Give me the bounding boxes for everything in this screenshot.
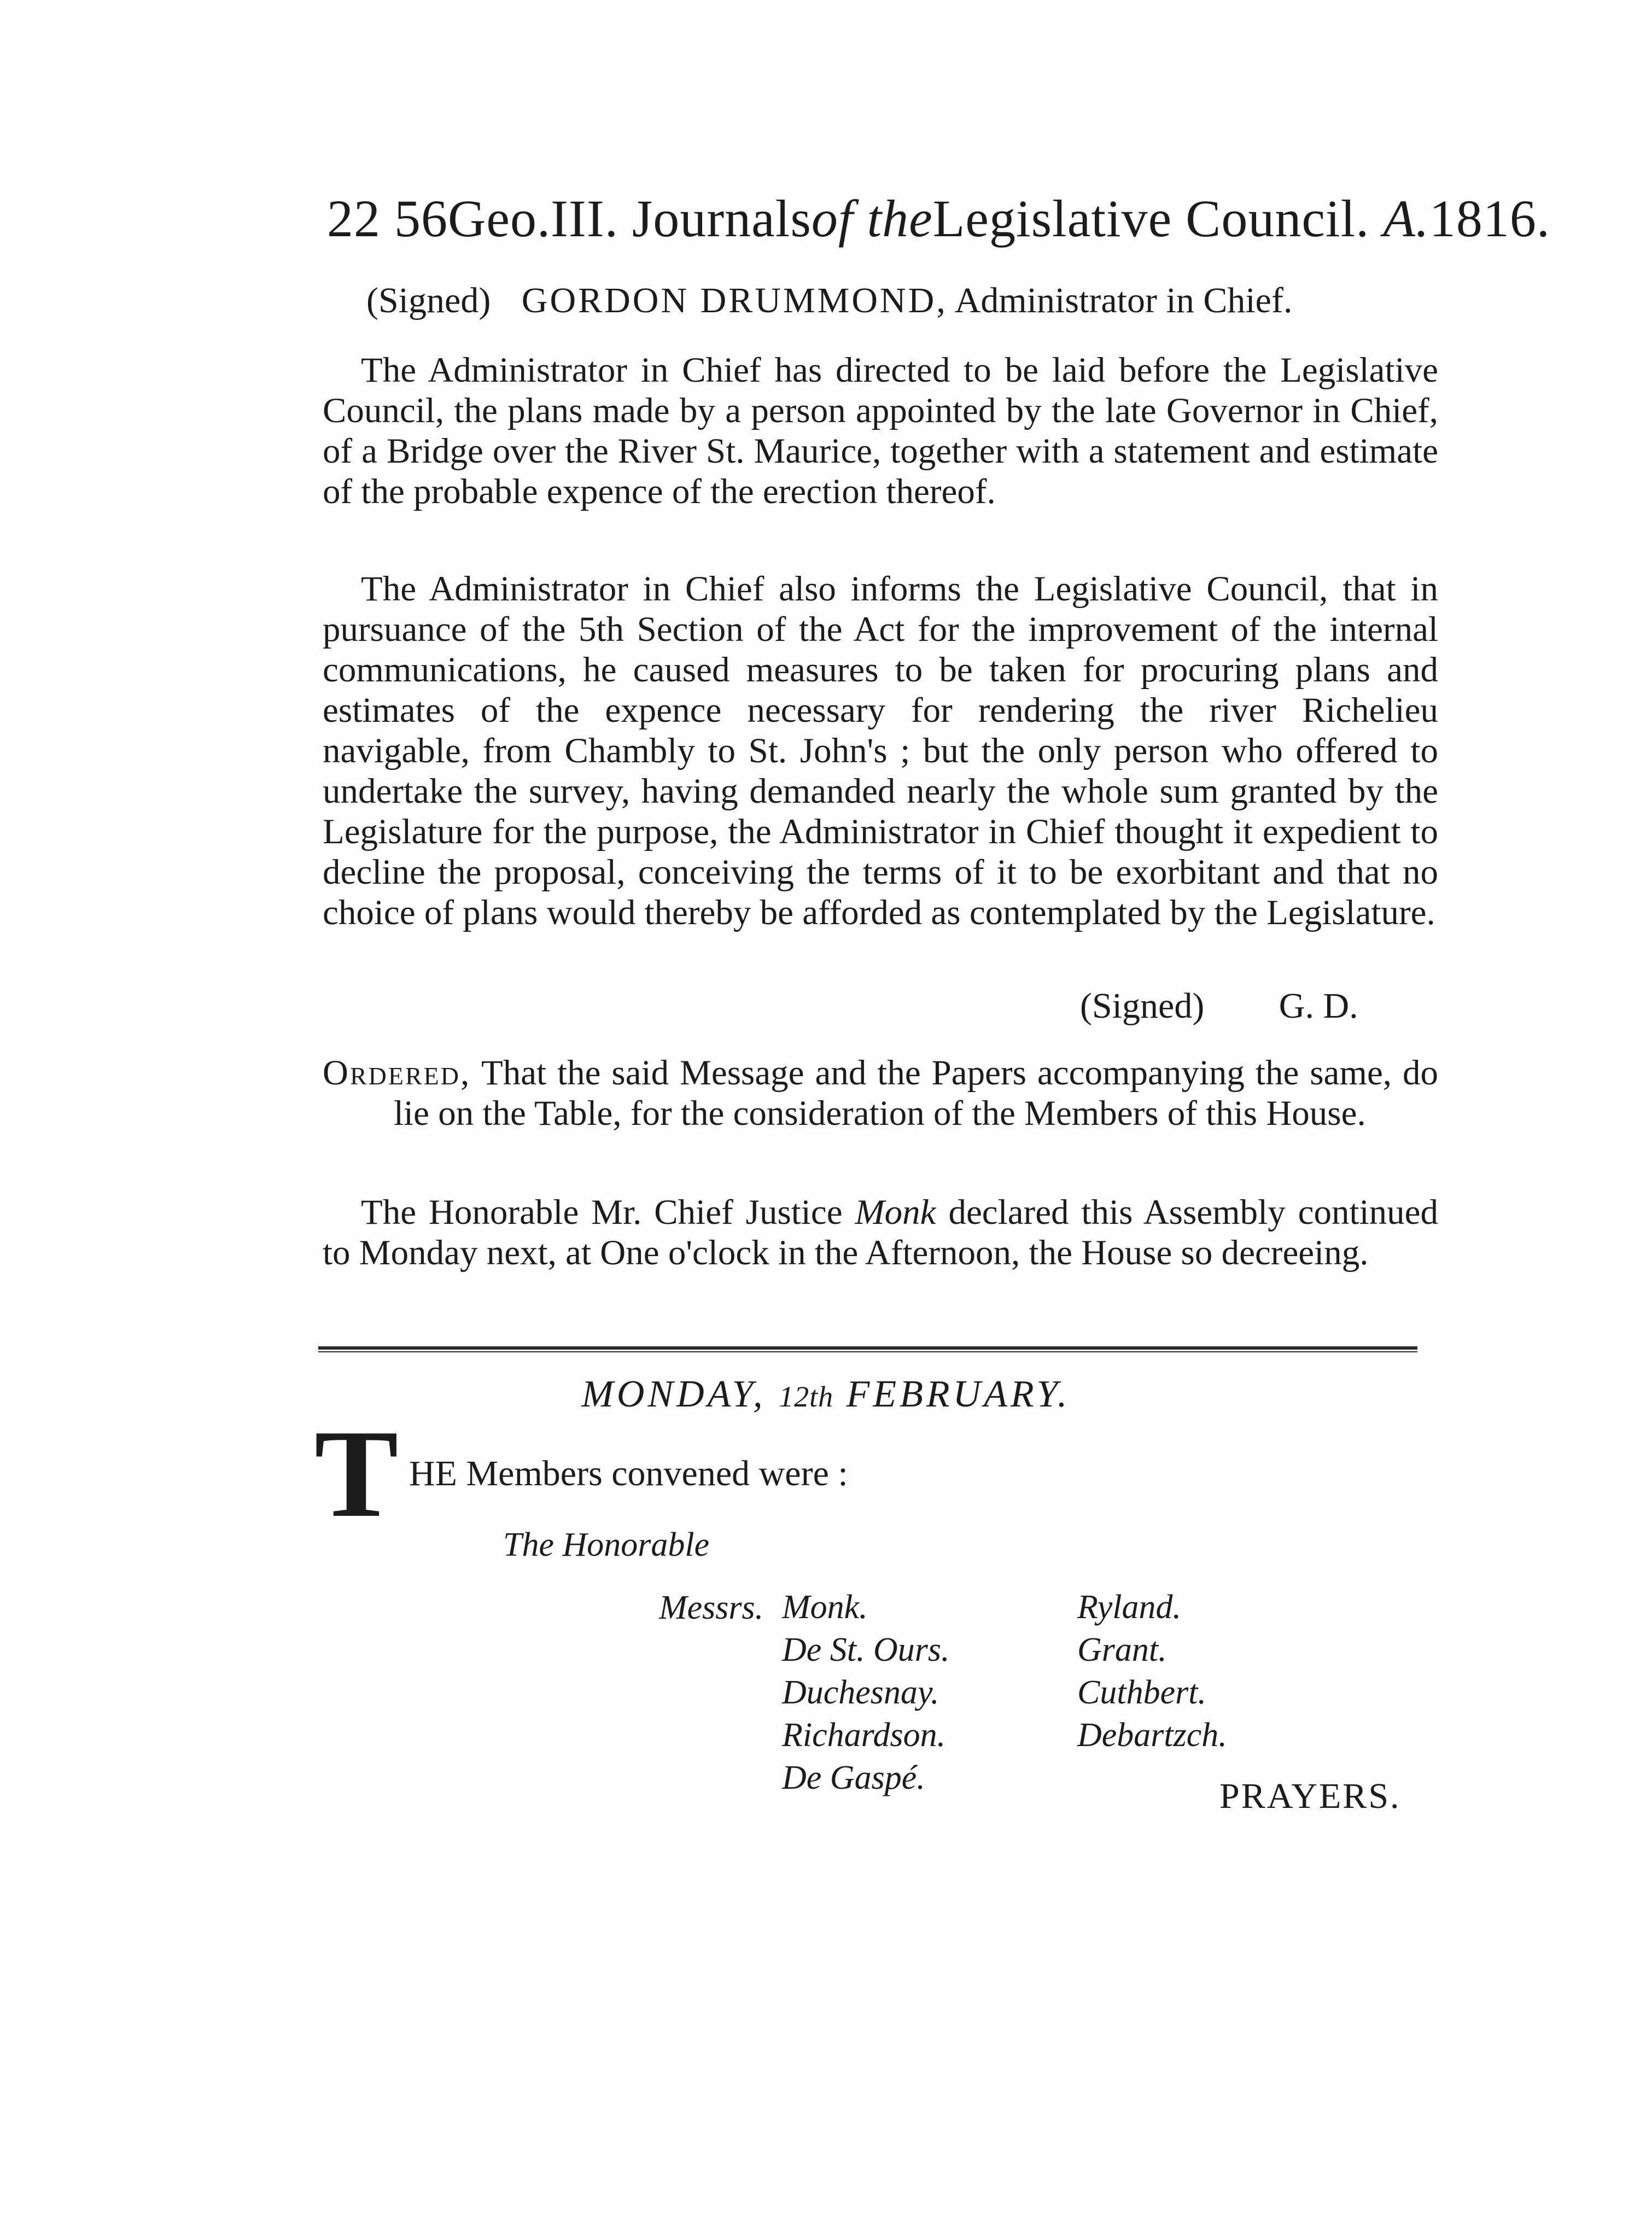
member-name: De St. Ours. [782,1631,950,1668]
member-name: Monk. [782,1589,868,1626]
signatory-name: GORDON DRUMMOND, [521,281,948,320]
paragraph-text: The Administrator in Chief also informs the Legislative Council, that in pursuance of the 5th Section of the Act for the improvement of the internal communications, he caused measures to be taken for procuring plans and estimates of the expence necessary for rendering the river Richelieu navigable, from Chambly to St. John's ; but the only person who offered to undertake the survey, having demanded nearly the whole sum granted by the Legislature for the purpose, the Administrator in Chief thought it expedient to decline the proposal, conceiving the terms of it to be exorbitant and that no choice of plans would thereby be afforded as contemplated by the Legislature. [323,569,1438,932]
members-convened-line: HE Members convened were : [409,1454,848,1493]
sitting-month: FEBRUARY. [846,1373,1071,1415]
council-word: Legislative Council. [932,189,1370,248]
order-entry [323,1053,1438,1134]
reign-year: 56 [394,189,448,248]
member-name: Grant. [1077,1631,1167,1668]
adjournment-after: declared this Assembly continued to Monday next, at One o'clock in the Afternoon, the House so decreeing. [323,1193,1438,1273]
drop-capital: T [314,1404,399,1543]
signatory-title: Administrator in Chief. [954,281,1293,320]
journals-word: Journals [632,189,812,248]
reign-geo: Geo. [448,189,551,248]
anno-abbrev: A. [1383,189,1429,248]
signed-label: (Signed) [366,281,491,320]
message-paragraph-richelieu [323,569,1438,933]
message-paragraph-bridge [323,350,1438,512]
signatory-initials: G. D. [1279,986,1358,1026]
member-name: Ryland. [1077,1589,1181,1626]
member-name: Richardson. [782,1717,946,1754]
sitting-date-heading [0,1370,1652,1421]
honorable-label: The Honorable [503,1526,710,1563]
member-name: Duchesnay. [782,1674,939,1711]
signature-line [366,276,1292,325]
member-name: Cuthbert. [1077,1674,1206,1711]
paragraph-text: The Administrator in Chief has directed to be laid before the Legislative Council, the plans made by a person appointed by the late Governor in Chief, of a Bridge over the River St. Maurice, together with a statement and estimate of the probable expence of the erection thereof. [323,351,1438,511]
signed-label: (Signed) [1080,986,1205,1026]
of-the-word: of the [811,189,933,248]
running-header [327,186,1550,252]
adjournment-before: The Honorable Mr. Chief Justice [361,1193,843,1232]
sitting-date-number: 12th [779,1380,834,1413]
prayers-heading: PRAYERS. [1219,1776,1401,1816]
justice-name: Monk [855,1193,936,1232]
sitting-day: MONDAY, [581,1373,766,1415]
adjournment-paragraph [323,1192,1438,1273]
ordered-lead: Ordered, [323,1053,471,1093]
order-text: That the said Message and the Papers accompanying the same, do lie on the Table, for the consideration of the Members of this House. [394,1053,1439,1133]
messrs-label: Messrs. [659,1589,764,1626]
members-column-2 [1077,1586,1227,1756]
member-name: Debartzch. [1077,1717,1227,1754]
member-name: De Gaspé. [782,1759,925,1796]
page-number: 22 [327,189,381,248]
initials-signature [1080,984,1358,1028]
reign-numeral: III. [550,189,618,248]
header-year: 1816. [1429,189,1550,248]
section-divider-thick [318,1346,1417,1350]
adjournment-text [323,1192,1438,1273]
members-column-1 [782,1586,950,1799]
order-text-block [323,1053,1438,1134]
section-divider-thin [318,1351,1417,1352]
